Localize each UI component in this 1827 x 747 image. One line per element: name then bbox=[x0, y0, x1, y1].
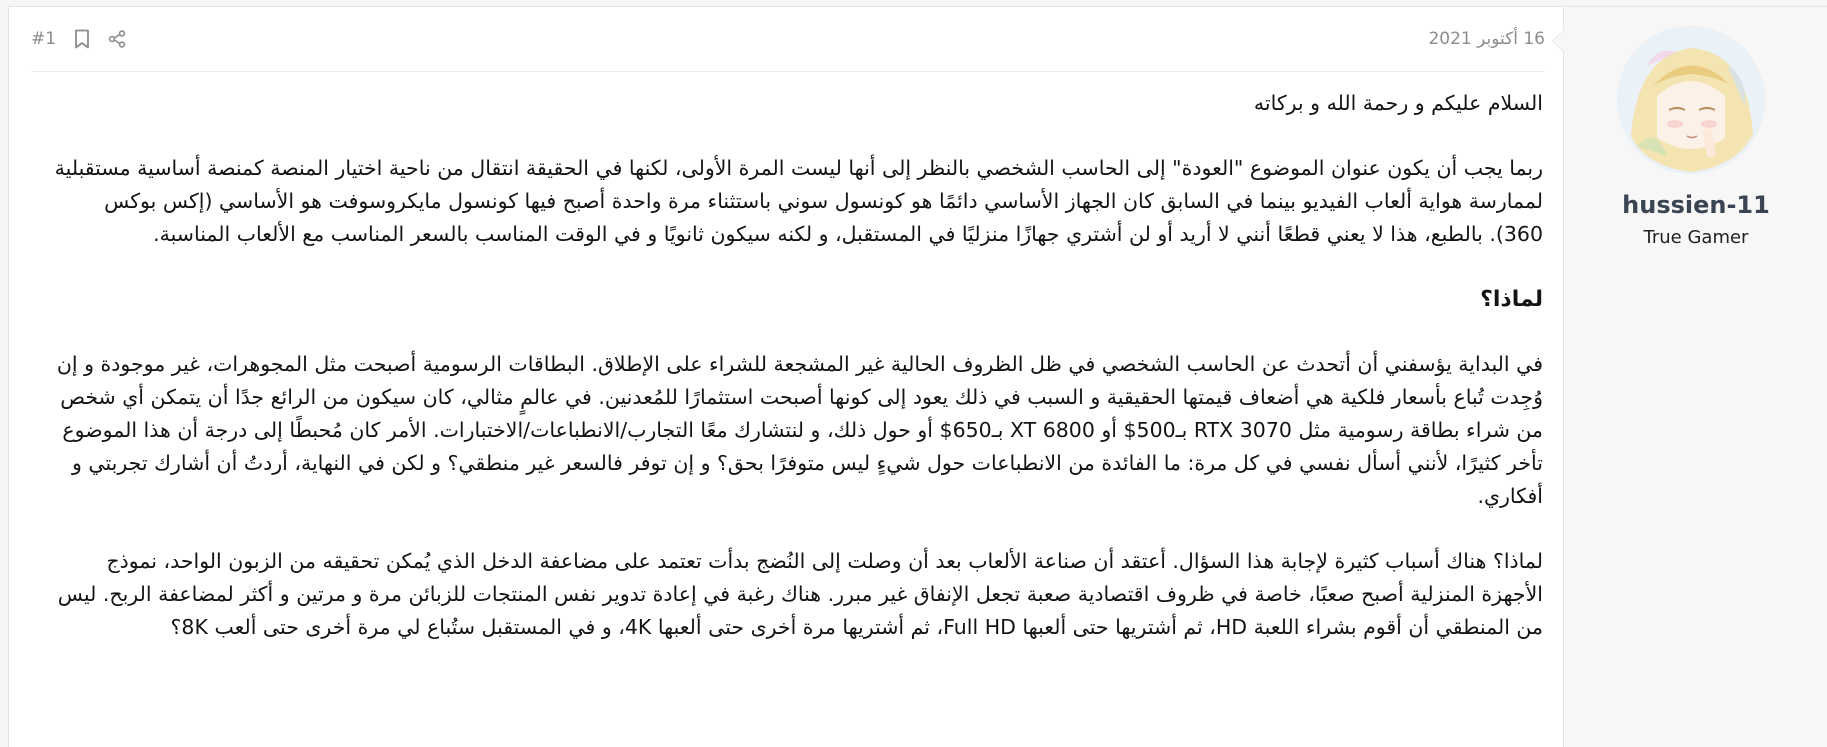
message-main bbox=[9, 7, 1563, 747]
section-heading: لماذا؟ bbox=[1480, 287, 1543, 312]
user-title: True Gamer bbox=[1643, 227, 1749, 248]
paragraph-1: ربما يجب أن يكون عنوان الموضوع "العودة" إلى الحاسب الشخصي بالنظر إلى أنها ليست المرة الأولى، لكنها في الحقيقة انتقال من ناحية اختيار المنصة كمنصة أساسية مستقبلية لممارسة هواية ألعاب الفيديو بينما في السابق كان الجهاز الأساسي دائمًا هو كونسول سوني باستثناء مرة واحدة أصبح فيها كونسول مايكروسوفت هو الأساسي (إكس بوكس 360). بالطبع، هذا لا يعني قطعًا أنني لا أريد أو لن أشتري جهازًا منزليًا في المستقبل، و لكنه سيكون ثانويًا و في الوقت المناسب بالسعر المناسب مع الألعاب المناسبة. bbox=[54, 156, 1543, 246]
anime-avatar-image bbox=[1617, 26, 1765, 174]
greeting-text: السلام عليكم و رحمة الله و بركاته bbox=[1253, 91, 1543, 115]
paragraph-2: في البداية يؤسفني أن أتحدث عن الحاسب الشخصي في ظل الظروف الحالية غير المشجعة للشراء على الإطلاق. البطاقات الرسومية أصبحت مثل المجوهرات، غير موجودة و إن وُجِدت تُباع بأسعار فلكية هي أضعاف قيمتها الحقيقية و السبب في ذلك يعود إلى كونها أصبحت استثمارًا للمُعدنين. في عالمٍ مثالي، كان سيكون من الرائع جدًا أن يتمكن أي شخص من شراء بطاقة رسومية مثل RTX 3070 بـ500$ أو 6800 XT بـ650$ أو حول ذلك، و لنتشارك معًا التجارب/الانطباعات/الاختبارات. الأمر كان مُحبطًا إلى درجة أن هذا الموضوع تأخر كثيرًا، لأنني أسأل نفسي في كل مرة: ما الفائدة من الانطباعات حول شيءٍ ليس متوفرًا بحق؟ و إن توفر فالسعر غير منطقي؟ و لكن في النهاية، أردتُ أن أشارك تجربتي و أفكاري. bbox=[56, 352, 1543, 508]
share-icon[interactable] bbox=[108, 30, 126, 48]
post-date[interactable]: 16 أكتوبر 2021 bbox=[1428, 29, 1545, 49]
message-header bbox=[31, 7, 1545, 72]
message-actions bbox=[31, 29, 126, 49]
forum-post bbox=[8, 6, 1827, 747]
user-info-pane bbox=[1563, 7, 1827, 747]
post-number-link[interactable]: #1 bbox=[31, 29, 57, 49]
bookmark-icon[interactable] bbox=[74, 29, 90, 49]
user-avatar[interactable] bbox=[1617, 26, 1765, 174]
paragraph-3: لماذا؟ هناك أسباب كثيرة لإجابة هذا السؤال. أعتقد أن صناعة الألعاب بعد أن وصلت إلى النُضج بدأت تعتمد على مضاعفة الدخل الذي يُمكن تحقيقه من الزبون الواحد، نموذج الأجهزة المنزلية أصبح صعبًا، خاصة في ظروف اقتصادية صعبة تجعل الإنفاق غير مبرر. هناك رغبة في إعادة تدوير نفس المنتجات للزبائن مرة و مرتين و أكثر لمضاعفة الربح. ليس من المنطقي أن أقوم بشراء اللعبة HD، ثم أشتريها حتى ألعبها Full HD، ثم أشتريها مرة أخرى حتى ألعبها 4K، و في المستقبل ستُباع لي مرة أخرى حتى ألعب 8K؟ bbox=[57, 549, 1543, 639]
username[interactable]: hussien-11 bbox=[1622, 191, 1770, 219]
message-body bbox=[45, 87, 1543, 676]
